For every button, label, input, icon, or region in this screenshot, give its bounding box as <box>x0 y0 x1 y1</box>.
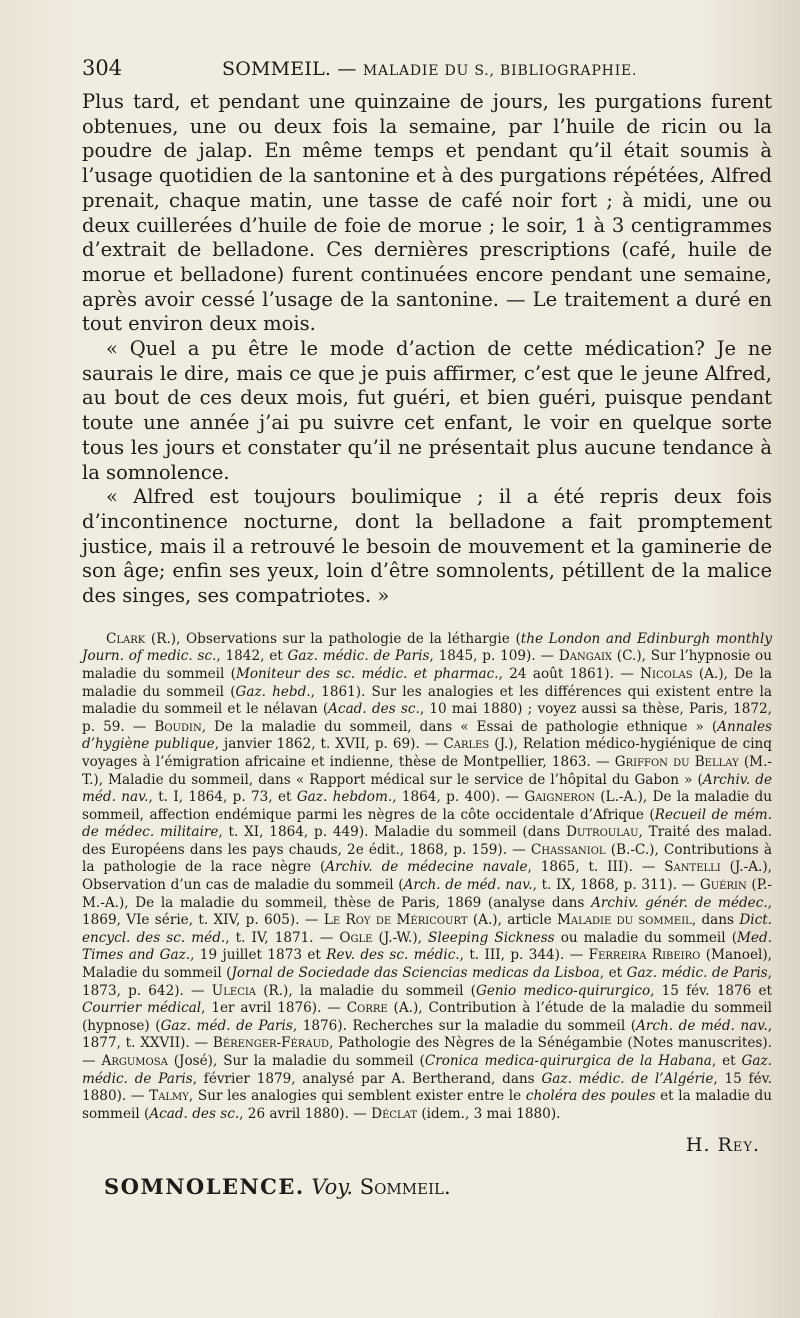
biblio-title: the London and Edinburgh monthly Journ. of medic. sc. <box>82 630 772 665</box>
biblio-title: Gaz. méd. de Paris <box>160 1017 293 1034</box>
biblio-title: Arch. de méd. nav. <box>636 1017 768 1034</box>
biblio-text: , et <box>711 1053 742 1070</box>
biblio-text: , 1876). Recherches sur la maladie du sommeil ( <box>292 1017 637 1034</box>
biblio-text: (A.), De la maladie du sommeil ( <box>82 665 772 700</box>
biblio-text: (A.), Contribution à l’étude de la maladie du sommeil (hypnose) ( <box>82 1000 772 1034</box>
biblio-text: , 1869, VIe série, t. XIV, p. 605). — <box>82 894 772 929</box>
biblio-title: Recueil de mém. de médec. militaire <box>82 806 772 841</box>
dictionary-entry <box>82 1174 772 1199</box>
biblio-title: Acad. des sc. <box>149 1105 240 1122</box>
biblio-text: (R.), la maladie du sommeil ( <box>256 982 476 999</box>
biblio-text: , 1864, p. 400). — <box>392 789 525 806</box>
biblio-text: (L.-A.), De la maladie du sommeil, affection endémique parmi les nègres de la côte occidentale d’Afrique ( <box>82 789 772 823</box>
biblio-author: Argumosa <box>101 1053 168 1070</box>
biblio-text: , 26 avril 1880). — <box>239 1105 372 1122</box>
biblio-author: Griffon du Bellay <box>614 753 739 770</box>
biblio-title: Moniteur des sc. médic. et pharmac. <box>235 665 499 682</box>
biblio-author: Ulecia <box>211 982 257 999</box>
paragraph-1: Plus tard, et pendant une quinzaine de jours, les purgations furent obtenues, une ou deux fois la semaine, par l’huile de ricin ou la poudre de jalap. En même temps et pendant qu’il était soumis à l’usage quotidien de la santonine et à des purgations répétées, Alfred prenait, chaque matin, une tasse de café noir fort ; à midi, une ou deux cuillerées d’huile de foie de morue ; le soir, 1 à 3 centigrammes d’extrait de belladone. Ces dernières prescriptions (café, huile de morue et belladone) furent continuées encore pendant une semaine, après avoir cessé l’usage de la santonine. — Le traitement a duré en tout environ deux mois. <box>82 90 772 336</box>
biblio-text: (idem., 3 mai 1880). <box>417 1105 561 1122</box>
entry-reference: Sommeil. <box>359 1175 451 1200</box>
biblio-text: (R.), Observations sur la pathologie de la léthargie ( <box>145 630 521 647</box>
biblio-text: , Pathologie des Nègres de la Sénégambie (Notes manuscrites). — <box>82 1035 772 1070</box>
biblio-author: Bérenger-Féraud <box>212 1035 330 1052</box>
biblio-text: , t. IX, 1868, p. 311). — <box>532 877 700 894</box>
biblio-author: Santelli <box>664 859 721 876</box>
biblio-text: , 1er avril 1876). — <box>201 1000 347 1017</box>
biblio-text: (J.-A.), Observation d’un cas de maladie du sommeil ( <box>82 859 772 894</box>
biblio-text: , 15 fév. 1876 et <box>650 982 772 999</box>
biblio-title: Annales d’hygiène publique <box>82 718 772 753</box>
biblio-text: , Traité des malad. des Européens dans les pays chauds, 2e édit., 1868, p. 159). — <box>82 824 772 858</box>
biblio-title: Gaz. médic. de Paris <box>82 1053 772 1087</box>
biblio-text: (A.), article <box>467 912 557 929</box>
biblio-author: Le Roy de Méricourt <box>323 912 468 929</box>
biblio-author: Clark <box>106 630 146 647</box>
biblio-text: ou maladie du sommeil ( <box>554 929 737 946</box>
biblio-author: Talmy <box>149 1088 189 1105</box>
biblio-text: et la maladie du sommeil ( <box>82 1088 772 1122</box>
biblio-text: (C.), Sur l’hypnosie ou maladie du sommeil ( <box>82 648 772 682</box>
biblio-title: Acad. des sc. <box>328 701 420 718</box>
biblio-title: Gaz. médic. de Paris <box>287 648 430 665</box>
biblio-title: Rev. des sc. médic. <box>326 947 460 964</box>
biblio-text: (Manoel), Maladie du sommeil ( <box>82 947 773 982</box>
paragraph-2: « Quel a pu être le mode d’action de cette médication? Je ne saurais le dire, mais ce que je puis affirmer, c’est que le jeune Alfred, au bout de ces deux mois, fut guéri, et bien guéri, puisque pendant toute une année j’ai pu suivre cet enfant, le voir en quelque sorte tous les jours et constater qu’il ne présentait plus aucune tendance à la somnolence. <box>82 337 772 484</box>
biblio-title: Gaz. hebdom. <box>296 789 393 806</box>
biblio-text: , t. IV, 1871. — <box>225 929 340 946</box>
biblio-author: Dutroulau <box>566 824 639 841</box>
biblio-author: Gaigneron <box>524 789 595 806</box>
biblio-title: Gaz. médic. de l’Algérie <box>541 1070 714 1087</box>
biblio-author: Corre <box>346 1000 388 1017</box>
biblio-text: , février 1879, analysé par A. Bertherand, dans <box>192 1070 542 1087</box>
biblio-text: , 1873, p. 642). — <box>82 965 772 999</box>
biblio-text: , 19 juillet 1873 et <box>190 947 327 964</box>
biblio-text: , dans <box>691 912 740 929</box>
biblio-author: Chassaniol <box>530 841 606 858</box>
biblio-author: Guérin <box>699 877 747 894</box>
biblio-author: Boudin <box>154 718 202 735</box>
running-title <box>222 58 637 80</box>
biblio-title: Med. Times and Gaz. <box>82 929 772 964</box>
biblio-text: (J.-W.), <box>372 929 429 946</box>
biblio-text: , De la maladie du sommeil, dans « Essai de pathologie ethnique » ( <box>201 718 718 735</box>
running-title-sub: MALADIE DU S., BIBLIOGRAPHIE. <box>362 63 638 79</box>
entry-headword: SOMNOLENCE. <box>104 1174 305 1200</box>
biblio-title: Arch. de méd. nav. <box>403 877 533 894</box>
biblio-title: Genio medico-quirurgico <box>475 982 651 999</box>
biblio-text: , t. XI, 1864, p. 449). Maladie du sommeil (dans <box>218 824 567 841</box>
main-text <box>82 90 772 609</box>
biblio-text: , Sur les analogies qui semblent exister entre le <box>188 1088 526 1105</box>
biblio-text: , 1845, p. 109). — <box>429 648 559 665</box>
biblio-title: Archiv. de méd. nav. <box>82 771 772 806</box>
running-title-main: SOMMEIL. — <box>222 58 363 80</box>
biblio-text: (J.), Relation médico-hygiénique de cinq voyages à l’émigration africaine et indienne, thèse de Montpellier, 1863. — <box>82 736 773 770</box>
biblio-text: , 1842, et <box>216 648 288 665</box>
biblio-text: (José), Sur la maladie du sommeil ( <box>167 1053 425 1070</box>
biblio-text: (P.-M.-A.), De la maladie du sommeil, thèse de Paris, 1869 (analyse dans <box>82 877 773 911</box>
biblio-title: Courrier médical <box>82 1000 202 1017</box>
biblio-title: Cronica medica-quirurgica de la Habana <box>424 1053 712 1070</box>
biblio-text: , 24 août 1861). — <box>498 665 641 682</box>
biblio-text: , et <box>599 965 627 982</box>
running-header <box>82 56 772 86</box>
biblio-author: Nicolas <box>640 665 693 682</box>
biblio-title: Jornal de Sociedade das Sciencias medicas da Lisboa <box>231 965 600 982</box>
biblio-title: Archiv. de médecine navale <box>325 859 528 876</box>
biblio-title: choléra des poules <box>525 1088 656 1105</box>
biblio-title: Dict. encycl. des sc. méd. <box>82 912 772 946</box>
biblio-author: Déclat <box>371 1105 418 1122</box>
biblio-text: , janvier 1862, t. XVII, p. 69). — <box>214 736 444 753</box>
biblio-text: , 1865, t. III). — <box>527 859 665 876</box>
biblio-author: Dangaix <box>558 648 613 665</box>
biblio-author: Ogle <box>339 929 373 946</box>
biblio-text: , 15 fév. 1880). — <box>82 1070 773 1105</box>
biblio-author: Carles <box>443 736 490 753</box>
biblio-author: Maladie du sommeil <box>557 912 692 929</box>
biblio-text: , t. I, 1864, p. 73, et <box>148 789 297 806</box>
bibliography <box>82 631 772 1124</box>
biblio-title: Archiv. génér. de médec. <box>591 894 768 911</box>
biblio-text: , t. III, p. 344). — <box>459 947 589 964</box>
biblio-text: , 1877, t. XXVII). — <box>82 1017 773 1052</box>
entry-see: Voy. <box>311 1175 354 1200</box>
biblio-author: Ferreira Ribeiro <box>588 947 701 964</box>
paragraph-3: « Alfred est toujours boulimique ; il a été repris deux fois d’incontinence nocturne, dont la belladone a fait promptement justice, mais il a retrouvé le besoin de mouvement et la gaminerie de son âge; enfin ses yeux, loin d’être somnolents, pétillent de la malice des singes, ses compatriotes. » <box>82 485 772 608</box>
biblio-text: (M.-T.), Maladie du sommeil, dans « Rapport médical sur le service de l’hôpital du Gabon » ( <box>82 753 772 788</box>
biblio-text: (B.-C.), Contributions à la pathologie de la race nègre ( <box>82 841 772 876</box>
biblio-title: Gaz. médic. de Paris <box>626 965 768 982</box>
biblio-text: , 1861). Sur les analogies et les différences qui existent entre la maladie du sommeil et le nélavan ( <box>82 683 772 718</box>
page-number: 304 <box>82 56 123 80</box>
biblio-title: Gaz. hebd. <box>235 683 311 700</box>
author-signature: H. Rey. <box>685 1134 760 1157</box>
biblio-text: , 10 mai 1880) ; voyez aussi sa thèse, Paris, 1872, p. 59. — <box>82 701 772 735</box>
biblio-title: Sleeping Sickness <box>428 929 555 946</box>
